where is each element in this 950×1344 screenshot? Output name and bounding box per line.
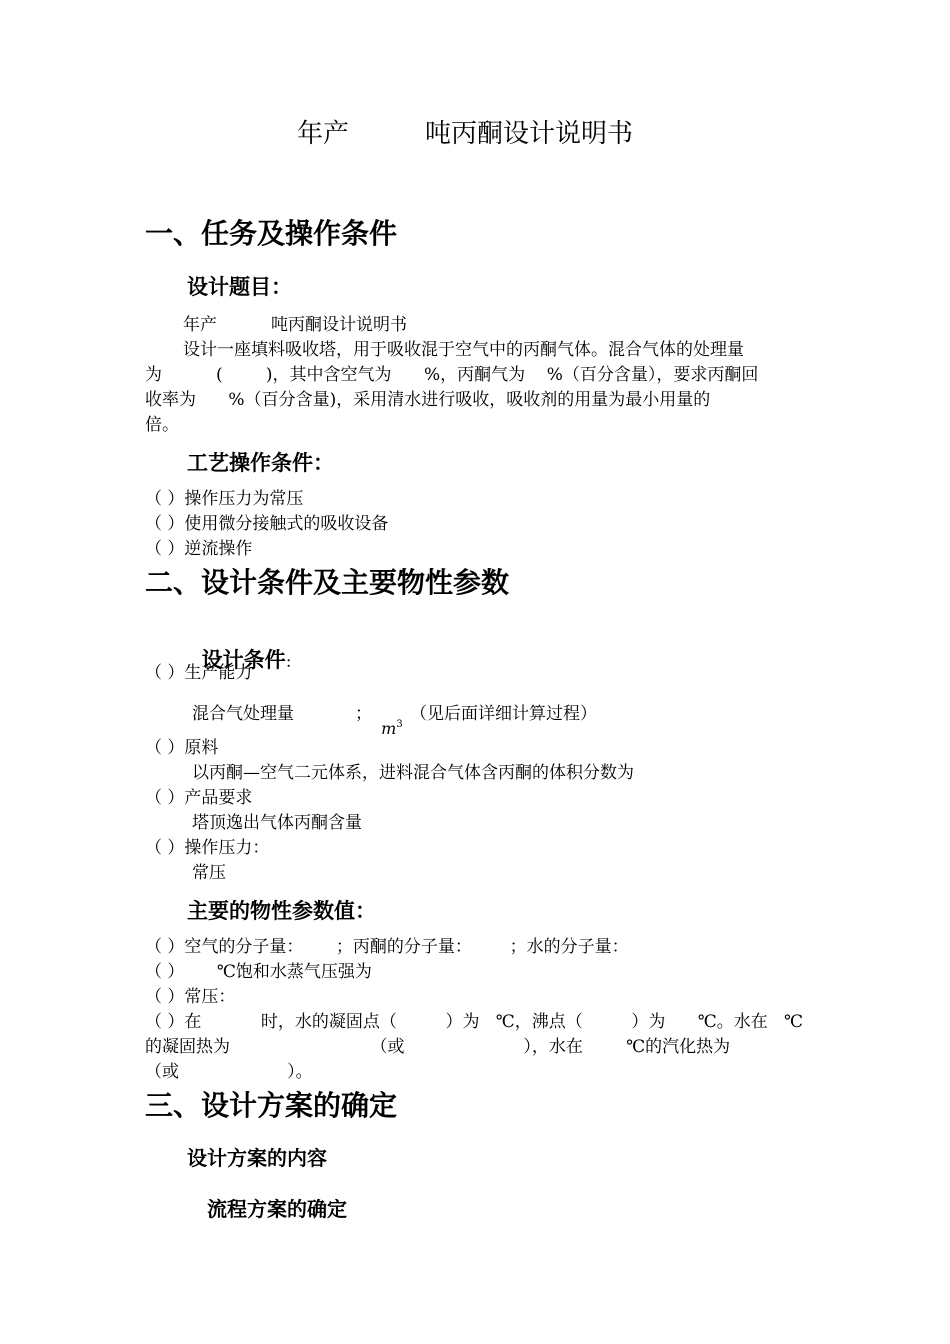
design-topic-line-5: 倍。: [145, 415, 179, 435]
process-condition-2: （ ）使用微分接触式的吸收设备: [145, 514, 389, 534]
design-topic-line-1: 年产 吨丙酮设计说明书: [183, 315, 408, 335]
gas-volume-label: 混合气处理量: [192, 704, 294, 724]
property-line-4: （ ）在 时，水的凝固点（ ）为 ℃，沸点（ ）为 ℃。水在 ℃: [145, 1012, 804, 1032]
gas-volume-note: （见后面详细计算过程）: [410, 704, 597, 724]
design-topic-heading: 设计题目：: [187, 275, 292, 299]
process-condition-3: （ ）逆流操作: [145, 539, 253, 559]
process-conditions-heading: 工艺操作条件：: [187, 451, 334, 475]
section3-heading: 三、设计方案的确定: [145, 1089, 398, 1122]
gas-volume-sep: ；: [355, 704, 372, 724]
property-line-1: （ ）空气的分子量： ；丙酮的分子量： ；水的分子量：: [145, 937, 629, 957]
unit-m: m: [381, 719, 397, 738]
doc-title-part1: 年产: [297, 119, 350, 149]
product-req-detail: 塔顶逸出气体丙酮含量: [192, 813, 362, 833]
design-conditions-heading-text: 设计条件: [201, 648, 286, 672]
product-req-line: （ ）产品要求: [145, 788, 253, 808]
process-condition-1: （ ）操作压力为常压: [145, 489, 304, 509]
design-topic-line-4: 收率为 %（百分含量)，采用清水进行吸收，吸收剂的用量为最小用量的: [145, 390, 711, 410]
capacity-line: （ ）生产能力: [145, 663, 253, 683]
section1-heading: 一、任务及操作条件: [145, 217, 398, 250]
pressure-line: （ ）操作压力：: [145, 838, 270, 858]
section2-heading: 二、设计条件及主要物性参数: [145, 566, 510, 599]
property-line-6: （或 ）。: [145, 1062, 313, 1082]
unit-exponent: 3: [396, 719, 403, 730]
doc-title-part2: 吨丙酮设计说明书: [425, 119, 634, 149]
design-topic-line-2: 设计一座填料吸收塔，用于吸收混于空气中的丙酮气体。混合气体的处理量: [183, 340, 744, 360]
pressure-detail: 常压: [192, 863, 226, 883]
property-line-5: 的凝固热为 （或 ），水在 ℃的汽化热为: [145, 1037, 731, 1057]
flow-scheme-heading: 流程方案的确定: [207, 1197, 347, 1221]
design-conditions-heading-punct: ：: [285, 656, 299, 671]
design-topic-line-3: 为 ( )，其中含空气为 %，丙酮气为 %（百分含量），要求丙酮回: [145, 365, 759, 385]
design-scheme-content-heading: 设计方案的内容: [187, 1146, 327, 1170]
property-line-2: （ ） ℃饱和水蒸气压强为: [145, 962, 372, 982]
raw-material-detail: 以丙酮—空气二元体系，进料混合气体含丙酮的体积分数为: [192, 763, 634, 783]
properties-heading: 主要的物性参数值：: [187, 899, 376, 923]
raw-material-line: （ ）原料: [145, 738, 219, 758]
property-line-3: （ ）常压：: [145, 987, 236, 1007]
gas-volume-unit: [371, 700, 403, 738]
